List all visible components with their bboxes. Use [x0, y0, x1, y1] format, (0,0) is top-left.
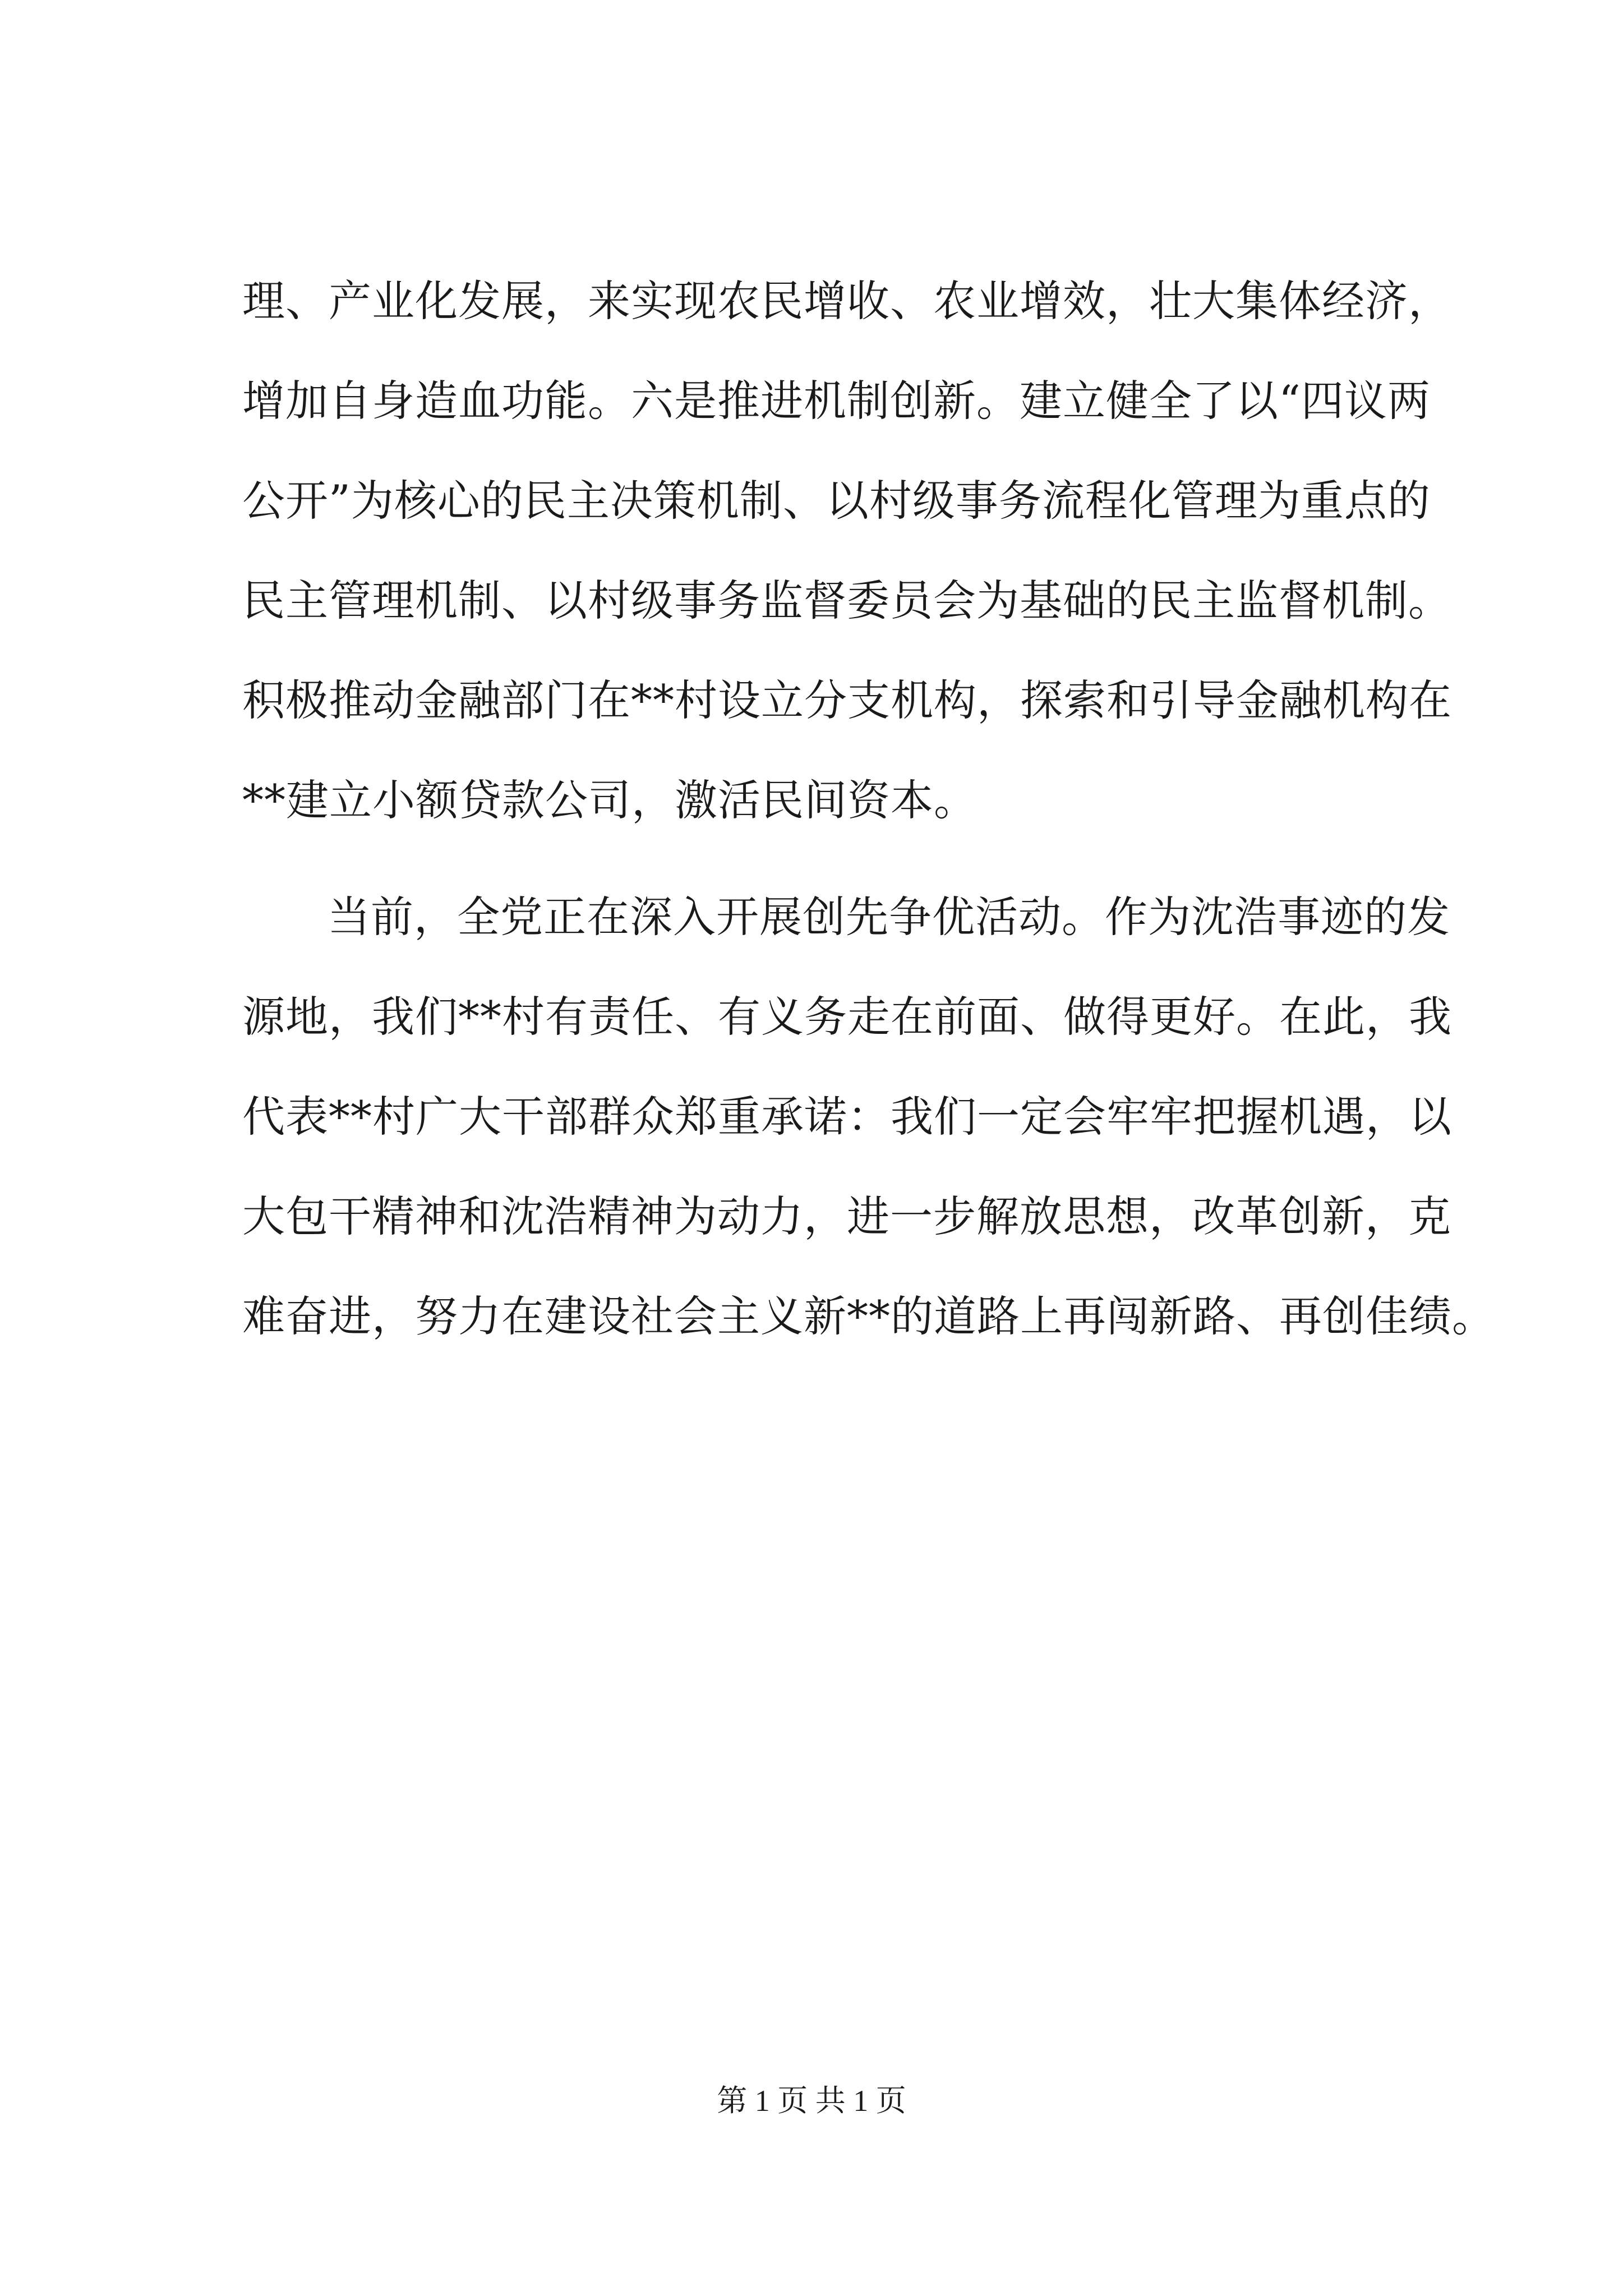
- text-line: 积极推动金融部门在**村设立分支机构，探索和引导金融机构在: [242, 675, 1452, 725]
- text-line: 当前，全党正在深入开展创先争优活动。作为沈浩事迹的发: [328, 892, 1450, 942]
- paragraph-spacer: [242, 850, 1420, 867]
- text-line: 代表**村广大干部群众郑重承诺：我们一定会牢牢把握机遇，以: [242, 1092, 1452, 1142]
- text-line: 民主管理机制、以村级事务监督委员会为基础的民主监督机制。: [242, 576, 1451, 625]
- text-line: 难奋进，努力在建设社会主义新**的道路上再闯新路、再创佳绩。: [242, 1291, 1495, 1341]
- text-line: 公开”为核心的民主决策机制、以村级事务流程化管理为重点的: [242, 476, 1431, 526]
- document-body: [242, 251, 1495, 1366]
- paragraph-2: [242, 867, 1495, 1366]
- text-line: 源地，我们**村有责任、有义务走在前面、做得更好。在此，我: [242, 992, 1452, 1042]
- text-line: 增加自身造血功能。六是推进机制创新。建立健全了以“四议两: [242, 376, 1431, 426]
- text-line: 理、产业化发展，来实现农民增收、农业增效，壮大集体经济，: [242, 276, 1451, 326]
- page-footer: 第 1 页 共 1 页: [717, 2084, 906, 2118]
- text-line: 大包干精神和沈浩精神为动力，进一步解放思想，改革创新，克: [242, 1191, 1451, 1241]
- paragraph-1: [242, 251, 1452, 850]
- text-line: **建立小额贷款公司，激活民间资本。: [242, 775, 977, 825]
